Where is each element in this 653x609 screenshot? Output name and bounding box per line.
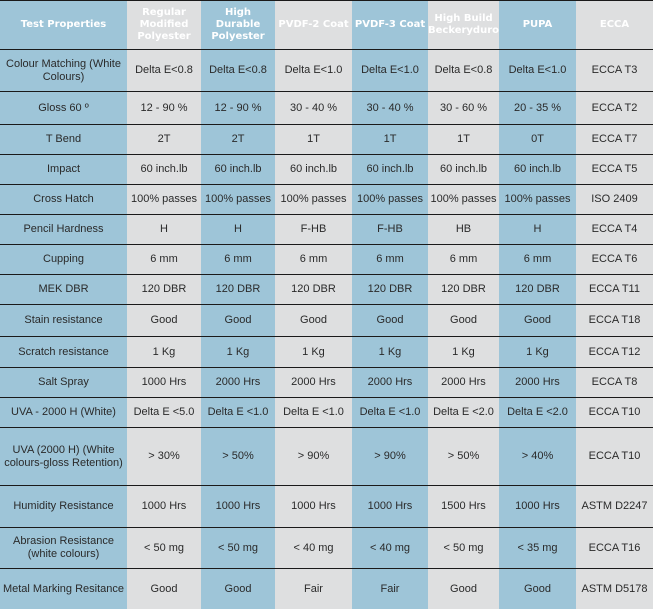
table-cell: Delta E<0.8	[428, 50, 499, 91]
table-cell: ECCA T8	[576, 368, 653, 397]
table-cell: 12 - 90 %	[201, 92, 275, 124]
table-cell: 2000 Hrs	[428, 368, 499, 397]
table-cell: > 50%	[428, 428, 499, 485]
table-cell: < 50 mg	[201, 528, 275, 568]
table-cell: 2T	[201, 125, 275, 154]
table-cell: ECCA T11	[576, 275, 653, 304]
table-cell: ECCA T5	[576, 155, 653, 184]
row-label: Stain resistance	[0, 305, 127, 336]
table-cell: 1 Kg	[127, 337, 201, 367]
table-cell: 2000 Hrs	[499, 368, 576, 397]
table-cell: 100% passes	[352, 185, 428, 214]
table-cell: H	[201, 215, 275, 244]
table-cell: 2000 Hrs	[201, 368, 275, 397]
table-cell: 1 Kg	[275, 337, 352, 367]
table-cell: Good	[352, 305, 428, 336]
table-cell: Delta E <2.0	[428, 398, 499, 427]
table-cell: 120 DBR	[201, 275, 275, 304]
table-cell: Good	[428, 569, 499, 609]
table-cell: Good	[499, 569, 576, 609]
table-cell: 1T	[428, 125, 499, 154]
table-cell: Good	[127, 305, 201, 336]
table-cell: < 40 mg	[352, 528, 428, 568]
table-cell: 1000 Hrs	[499, 486, 576, 527]
row-label: Salt Spray	[0, 368, 127, 397]
table-cell: 1000 Hrs	[275, 486, 352, 527]
table-cell: > 90%	[352, 428, 428, 485]
table-cell: > 40%	[499, 428, 576, 485]
table-cell: ECCA T4	[576, 215, 653, 244]
column-header-test-properties: Test Properties	[0, 1, 127, 49]
table-cell: 12 - 90 %	[127, 92, 201, 124]
table-cell: 0T	[499, 125, 576, 154]
table-cell: Delta E <5.0	[127, 398, 201, 427]
table-cell: ECCA T18	[576, 305, 653, 336]
table-cell: 60 inch.lb	[127, 155, 201, 184]
table-cell: 1T	[275, 125, 352, 154]
table-cell: Good	[201, 305, 275, 336]
table-cell: < 50 mg	[428, 528, 499, 568]
table-cell: < 35 mg	[499, 528, 576, 568]
table-cell: 1000 Hrs	[201, 486, 275, 527]
row-label: T Bend	[0, 125, 127, 154]
row-label: Cupping	[0, 245, 127, 274]
table-cell: 30 - 40 %	[352, 92, 428, 124]
row-label: MEK DBR	[0, 275, 127, 304]
column-header-pvdf-2-coat: PVDF-2 Coat	[275, 1, 352, 49]
row-label: Humidity Resistance	[0, 486, 127, 527]
row-label: UVA (2000 H) (White colours-gloss Retention)	[0, 428, 127, 485]
table-cell: 60 inch.lb	[499, 155, 576, 184]
table-cell: 1000 Hrs	[127, 368, 201, 397]
column-header-high-build-beckeryduro: High Build Beckeryduro	[428, 1, 499, 49]
table-cell: 100% passes	[428, 185, 499, 214]
row-label: Cross Hatch	[0, 185, 127, 214]
table-cell: 1 Kg	[352, 337, 428, 367]
table-cell: < 40 mg	[275, 528, 352, 568]
table-cell: Delta E<1.0	[352, 50, 428, 91]
table-cell: Fair	[352, 569, 428, 609]
table-cell: Fair	[275, 569, 352, 609]
table-cell: Good	[428, 305, 499, 336]
table-cell: 120 DBR	[352, 275, 428, 304]
table-cell: 1T	[352, 125, 428, 154]
table-cell: 120 DBR	[428, 275, 499, 304]
table-cell: Delta E <1.0	[275, 398, 352, 427]
table-cell: > 90%	[275, 428, 352, 485]
table-cell: < 50 mg	[127, 528, 201, 568]
table-cell: 120 DBR	[127, 275, 201, 304]
row-label: Colour Matching (White Colours)	[0, 50, 127, 91]
table-cell: ECCA T6	[576, 245, 653, 274]
table-cell: ECCA T3	[576, 50, 653, 91]
table-cell: Good	[127, 569, 201, 609]
table-cell: H	[127, 215, 201, 244]
table-cell: Delta E<1.0	[499, 50, 576, 91]
table-cell: 1500 Hrs	[428, 486, 499, 527]
table-cell: ECCA T10	[576, 428, 653, 485]
table-cell: ISO 2409	[576, 185, 653, 214]
table-cell: Delta E<0.8	[127, 50, 201, 91]
table-cell: 1 Kg	[499, 337, 576, 367]
table-cell: 6 mm	[428, 245, 499, 274]
table-cell: 30 - 40 %	[275, 92, 352, 124]
table-cell: 120 DBR	[275, 275, 352, 304]
table-cell: 1000 Hrs	[352, 486, 428, 527]
table-cell: 20 - 35 %	[499, 92, 576, 124]
table-cell: Good	[275, 305, 352, 336]
column-header-ecca: ECCA	[576, 1, 653, 49]
table-cell: 60 inch.lb	[428, 155, 499, 184]
table-cell: > 30%	[127, 428, 201, 485]
table-cell: ECCA T16	[576, 528, 653, 568]
row-label: Gloss 60 º	[0, 92, 127, 124]
table-cell: 60 inch.lb	[201, 155, 275, 184]
table-cell: F-HB	[275, 215, 352, 244]
table-cell: Delta E<0.8	[201, 50, 275, 91]
column-header-regular-modified-polyester: Regular Modified Polyester	[127, 1, 201, 49]
table-cell: Delta E<1.0	[275, 50, 352, 91]
table-cell: 100% passes	[127, 185, 201, 214]
table-cell: 1 Kg	[428, 337, 499, 367]
table-cell: 2T	[127, 125, 201, 154]
table-cell: 60 inch.lb	[275, 155, 352, 184]
table-cell: 6 mm	[352, 245, 428, 274]
table-cell: 30 - 60 %	[428, 92, 499, 124]
table-cell: 1000 Hrs	[127, 486, 201, 527]
table-cell: ASTM D5178	[576, 569, 653, 609]
column-header-pupa: PUPA	[499, 1, 576, 49]
table-cell: 1 Kg	[201, 337, 275, 367]
table-cell: ECCA T7	[576, 125, 653, 154]
table-cell: Good	[201, 569, 275, 609]
table-cell: Delta E <1.0	[201, 398, 275, 427]
table-cell: > 50%	[201, 428, 275, 485]
table-cell: ASTM D2247	[576, 486, 653, 527]
column-header-high-durable-polyester: High Durable Polyester	[201, 1, 275, 49]
table-cell: 6 mm	[499, 245, 576, 274]
table-cell: 6 mm	[127, 245, 201, 274]
table-cell: 6 mm	[275, 245, 352, 274]
table-cell: Delta E <1.0	[352, 398, 428, 427]
table-cell: HB	[428, 215, 499, 244]
table-cell: 100% passes	[499, 185, 576, 214]
row-label: Pencil Hardness	[0, 215, 127, 244]
table-cell: 100% passes	[275, 185, 352, 214]
table-cell: H	[499, 215, 576, 244]
table-cell: Good	[499, 305, 576, 336]
row-label: UVA - 2000 H (White)	[0, 398, 127, 427]
table-cell: Delta E <2.0	[499, 398, 576, 427]
table-cell: 100% passes	[201, 185, 275, 214]
table-cell: 2000 Hrs	[352, 368, 428, 397]
row-label: Impact	[0, 155, 127, 184]
table-cell: ECCA T2	[576, 92, 653, 124]
row-label: Abrasion Resistance (white colours)	[0, 528, 127, 568]
row-label: Scratch resistance	[0, 337, 127, 367]
table-cell: F-HB	[352, 215, 428, 244]
row-label: Metal Marking Resitance	[0, 569, 127, 609]
table-cell: ECCA T10	[576, 398, 653, 427]
table-cell: 6 mm	[201, 245, 275, 274]
table-cell: 120 DBR	[499, 275, 576, 304]
table-cell: 60 inch.lb	[352, 155, 428, 184]
column-header-pvdf-3-coat: PVDF-3 Coat	[352, 1, 428, 49]
table-cell: 2000 Hrs	[275, 368, 352, 397]
table-cell: ECCA T12	[576, 337, 653, 367]
